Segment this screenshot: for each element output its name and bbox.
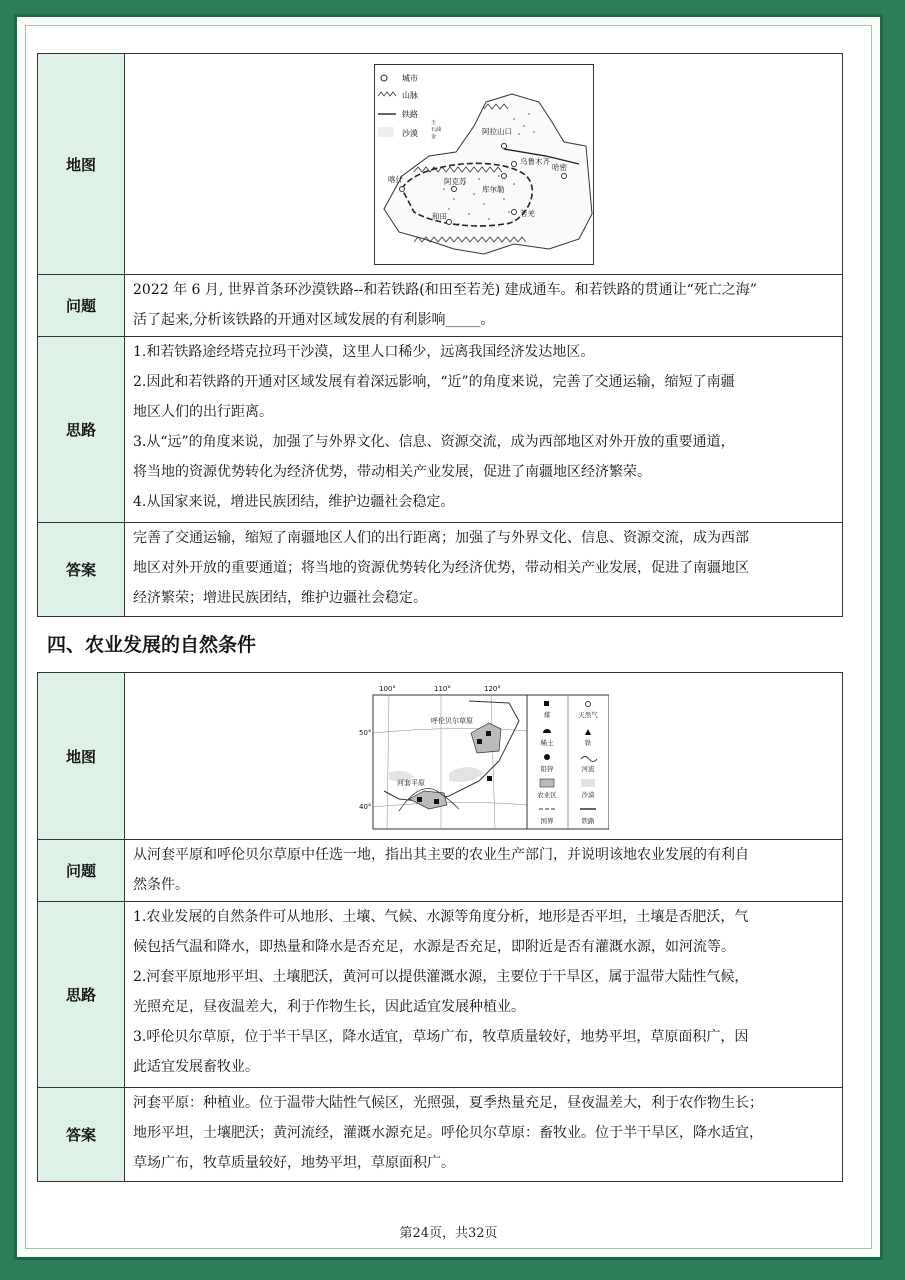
answer-text-2: 河套平原：种植业。位于温带大陆性气候区，光照强，夏季热量充足，昼夜温差大，利于农作物生长； 地形平坦，土壤肥沃；黄河流经，灌溉水源充足。呼伦贝尔草原：畜牧业。位于半干旱区，降水适宜， 草场广布，牧草质量较好，地势平坦，草原面积广。 xyxy=(125,1088,843,1182)
legend-desert-2: 沙漠 xyxy=(581,791,594,799)
legend-gold: 金 xyxy=(430,133,436,140)
place-kashgar: 喀什 xyxy=(387,174,403,184)
thinking-text-2: 1.农业发展的自然条件可从地形、土壤、气候、水源等角度分析，地形是否平坦，土壤是否肥沃，气 候包括气温和降水，即热量和降水是否充足，水源是否充足，即附近是否有灌溉水源，如河流等。 2.河套平原地形平坦、土壤肥沃，黄河可以提供灌溉水源，主要位于干旱区，属于温带大陆性气候， 光照充足，昼夜温差大，利于作物生长，因此适宜发展种植业。 3.呼伦贝尔草原，位于半干旱区，降水适宜，草场广布，牧草质量较好，地势平坦，草原面积广，因 此适宜发展畜牧业。 xyxy=(125,902,843,1088)
thinking-row-label: 思路 xyxy=(38,337,125,523)
question-row-2 xyxy=(38,840,843,902)
thinking-text: 1.和若铁路途经塔克拉玛干沙漠，这里人口稀少，远离我国经济发达地区。 2.因此和若铁路的开通对区域发展有着深远影响，“近”的角度来说，完善了交通运输，缩短了南疆 地区人们的出行距离。 3.从“远”的角度来说，加强了与外界文化、信息、资源交流，成为西部地区对外开放的重要通道， 将当地的资源优势转化为经济优势，带动相关产业发展，促进了南疆地区经济繁荣。 4.从国家来说，增进民族团结，维护边疆社会稳定。 xyxy=(125,337,843,523)
xinjiang-map xyxy=(374,64,594,265)
answer-row-2 xyxy=(38,1088,843,1182)
agriculture-table xyxy=(37,672,843,1182)
place-hetao: 河套平原 xyxy=(396,779,425,787)
lat-40: 40° xyxy=(358,803,371,811)
map-cell xyxy=(125,54,843,275)
question-row xyxy=(38,275,843,337)
place-hulunbuir: 呼伦贝尔草原 xyxy=(430,717,473,725)
place-korla: 库尔勒 xyxy=(481,184,504,194)
legend-agri-area: 农业区 xyxy=(536,791,557,799)
place-hotan: 和田 xyxy=(431,211,447,221)
place-aksu: 阿克苏 xyxy=(443,176,466,186)
map-cell-2 xyxy=(125,673,843,840)
legend-iron: 铁 xyxy=(584,739,591,747)
legend-lead-zinc: 铅锌 xyxy=(540,765,553,773)
section-heading: 四、农业发展的自然条件 xyxy=(47,634,257,656)
place-alashankou: 阿拉山口 xyxy=(481,126,512,136)
legend-rail: 铁路 xyxy=(581,817,594,825)
legend-coal: 煤 xyxy=(543,711,550,719)
answer-row xyxy=(38,523,843,617)
legend-gas: 天然气 xyxy=(577,711,598,719)
page-footer: 第24页，共32页 xyxy=(399,1226,498,1241)
place-urumqi: 乌鲁木齐 xyxy=(519,156,550,166)
thinking-row-2-label: 思路 xyxy=(38,902,125,1088)
answer-row-2-label: 答案 xyxy=(38,1088,125,1182)
legend-river: 河流 xyxy=(581,765,594,773)
map-row xyxy=(38,54,843,275)
lon-120: 120° xyxy=(483,685,501,693)
legend-mountain: 山脉 xyxy=(401,90,418,100)
north-china-map xyxy=(359,681,609,831)
lon-110: 110° xyxy=(433,685,451,693)
question-text: 2022 年 6 月, 世界首条环沙漠铁路--和若铁路(和田至若羌) 建成通车。和若铁路的贯通让“死亡之海” 活了起来,分析该铁路的开通对区域发展的有利影响_____。 xyxy=(125,275,843,337)
question-row-2-label: 问题 xyxy=(38,840,125,902)
question-text-2: 从河套平原和呼伦贝尔草原中任选一地，指出其主要的农业生产部门，并说明该地农业发展的有利自 然条件。 xyxy=(125,840,843,902)
place-hami: 哈密 xyxy=(551,162,567,172)
legend-oil: 石油 xyxy=(430,126,441,133)
question-row-label: 问题 xyxy=(38,275,125,337)
legend-rare-earth: 稀土 xyxy=(540,739,553,747)
thinking-row-2 xyxy=(38,902,843,1088)
lat-50: 50° xyxy=(358,729,371,737)
map-row-label: 地图 xyxy=(38,54,125,275)
legend-desert: 沙漠 xyxy=(401,128,418,138)
place-ruoqiang: 若羌 xyxy=(519,208,535,218)
legend-city: 城市 xyxy=(401,73,418,83)
legend-railway: 铁路 xyxy=(401,109,418,119)
answer-row-label: 答案 xyxy=(38,523,125,617)
legend-jade: 玉 xyxy=(430,119,436,126)
xinjiang-table xyxy=(37,53,843,617)
map-row-2-label: 地图 xyxy=(38,673,125,840)
map-row-2 xyxy=(38,673,843,840)
lon-100: 100° xyxy=(378,685,396,693)
answer-text: 完善了交通运输，缩短了南疆地区人们的出行距离；加强了与外界文化、信息、资源交流，成为西部 地区对外开放的重要通道；将当地的资源优势转化为经济优势，带动相关产业发展，促进了南疆地区 经济繁荣；增进民族团结，维护边疆社会稳定。 xyxy=(125,523,843,617)
legend-border: 国界 xyxy=(540,817,553,825)
thinking-row xyxy=(38,337,843,523)
page xyxy=(14,14,883,1260)
